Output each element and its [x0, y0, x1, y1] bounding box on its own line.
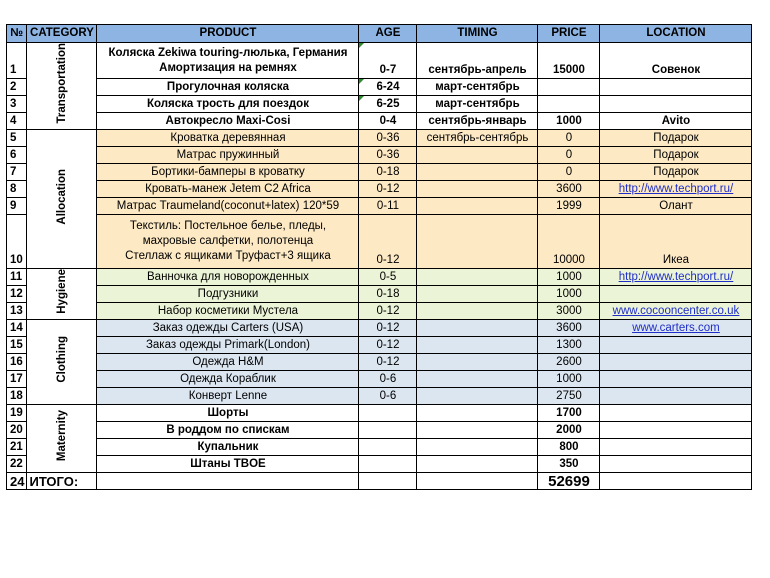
- timing-cell: [417, 337, 538, 354]
- product-line: Одежда H&M: [192, 355, 264, 368]
- location-link[interactable]: [600, 181, 752, 198]
- product-line: махровые салфетки, полотенца: [142, 235, 314, 247]
- timing-cell: сентябрь-январь: [417, 113, 538, 130]
- total-number: 24: [7, 473, 27, 490]
- price-cell: 1300: [538, 337, 600, 354]
- table-row: [7, 96, 752, 113]
- product-cell: [97, 422, 359, 439]
- table-row: [7, 405, 752, 422]
- row-number: 11: [7, 269, 27, 286]
- product-cell: [97, 79, 359, 96]
- product-cell: [97, 303, 359, 320]
- age-cell: [359, 422, 417, 439]
- category-allocation: [27, 130, 97, 269]
- product-cell: [97, 371, 359, 388]
- table-row: [7, 320, 752, 337]
- product-cell: [97, 354, 359, 371]
- table-row: [7, 422, 752, 439]
- table-row: [7, 181, 752, 198]
- table-row: [7, 371, 752, 388]
- row-number: 5: [7, 130, 27, 147]
- age-cell: 0-5: [359, 269, 417, 286]
- product-line: Прогулочная коляска: [166, 80, 289, 93]
- price-cell: 3600: [538, 181, 600, 198]
- product-line: Автокресло Maxi-Cosi: [165, 114, 291, 127]
- header-timing: TIMING: [417, 25, 538, 43]
- table-row: [7, 337, 752, 354]
- age-cell: 6-24: [359, 79, 417, 96]
- row-number: 15: [7, 337, 27, 354]
- price-cell: 1000: [538, 113, 600, 130]
- product-line: Кроватка деревянная: [170, 131, 286, 144]
- price-cell: 10000: [538, 215, 600, 269]
- product-line: Кровать-манеж Jetem C2 Africa: [145, 182, 311, 195]
- total-empty-location: [600, 473, 752, 490]
- product-line: Бортики-бамперы в кроватку: [151, 165, 305, 178]
- timing-cell: [417, 439, 538, 456]
- timing-cell: март-сентябрь: [417, 96, 538, 113]
- total-empty-product: [97, 473, 359, 490]
- timing-cell: [417, 422, 538, 439]
- timing-cell: [417, 181, 538, 198]
- location-link[interactable]: [600, 269, 752, 286]
- table-row: [7, 164, 752, 181]
- price-cell: 15000: [538, 43, 600, 79]
- product-line: Одежда Кораблик: [180, 372, 276, 385]
- age-cell: 0-12: [359, 337, 417, 354]
- price-cell: 0: [538, 130, 600, 147]
- product-line: Заказ одежды Primark(London): [145, 338, 310, 351]
- timing-cell: [417, 198, 538, 215]
- price-cell: 2750: [538, 388, 600, 405]
- age-cell: 0-6: [359, 371, 417, 388]
- comment-marker-icon: [359, 96, 364, 101]
- age-cell: 6-25: [359, 96, 417, 113]
- timing-cell: [417, 286, 538, 303]
- age-cell: [359, 439, 417, 456]
- row-number: 13: [7, 303, 27, 320]
- age-cell: 0-12: [359, 215, 417, 269]
- table-row: [7, 269, 752, 286]
- product-line: Амортизация на ремнях: [159, 61, 297, 74]
- location-cell: [600, 388, 752, 405]
- age-cell: 0-12: [359, 354, 417, 371]
- header-category: CATEGORY: [27, 25, 97, 43]
- product-cell: [97, 215, 359, 269]
- location-link[interactable]: [600, 303, 752, 320]
- table-row: [7, 215, 752, 269]
- row-number: 4: [7, 113, 27, 130]
- price-cell: 1000: [538, 371, 600, 388]
- product-cell: [97, 439, 359, 456]
- timing-cell: март-сентябрь: [417, 79, 538, 96]
- table-row: [7, 456, 752, 473]
- location-url-link[interactable]: www.cocooncenter.co.uk: [612, 305, 740, 317]
- row-number: 21: [7, 439, 27, 456]
- product-cell: [97, 130, 359, 147]
- timing-cell: [417, 147, 538, 164]
- timing-cell: сентябрь-апрель: [417, 43, 538, 79]
- age-cell: 0-12: [359, 303, 417, 320]
- product-line: Подгузники: [197, 287, 259, 300]
- timing-cell: [417, 456, 538, 473]
- row-number: 20: [7, 422, 27, 439]
- table-row: [7, 439, 752, 456]
- location-cell: Подарок: [600, 130, 752, 147]
- price-cell: 1000: [538, 269, 600, 286]
- product-line: Матрас пружинный: [176, 148, 280, 161]
- location-cell: [600, 405, 752, 422]
- product-cell: [97, 147, 359, 164]
- location-cell: Олант: [600, 198, 752, 215]
- total-label: ИТОГО:: [27, 473, 97, 490]
- product-line: Текстиль: Постельное белье, пледы,: [129, 220, 327, 232]
- budget-table: [6, 24, 752, 490]
- product-cell: [97, 405, 359, 422]
- price-cell: 3000: [538, 303, 600, 320]
- product-cell: [97, 164, 359, 181]
- age-cell: 0-36: [359, 147, 417, 164]
- category-label: Hygiene: [55, 269, 68, 314]
- row-number: 16: [7, 354, 27, 371]
- product-line: Ванночка для новорожденных: [147, 270, 309, 283]
- location-cell: [600, 337, 752, 354]
- row-number: 6: [7, 147, 27, 164]
- age-cell: 0-12: [359, 320, 417, 337]
- product-line: Конверт Lenne: [188, 389, 268, 402]
- location-cell: [600, 439, 752, 456]
- product-cell: [97, 181, 359, 198]
- age-cell: 0-4: [359, 113, 417, 130]
- price-cell: 800: [538, 439, 600, 456]
- timing-cell: [417, 269, 538, 286]
- price-cell: 2600: [538, 354, 600, 371]
- product-cell: [97, 388, 359, 405]
- product-line: Штаны TBOE: [190, 457, 266, 470]
- timing-cell: [417, 388, 538, 405]
- row-number: 2: [7, 79, 27, 96]
- table-row: [7, 303, 752, 320]
- product-cell: [97, 286, 359, 303]
- row-number: 18: [7, 388, 27, 405]
- location-cell: Совенок: [600, 43, 752, 79]
- price-cell: 1000: [538, 286, 600, 303]
- row-number: 7: [7, 164, 27, 181]
- table-row: [7, 130, 752, 147]
- total-row: [7, 473, 752, 490]
- location-cell: Подарок: [600, 164, 752, 181]
- location-cell: [600, 456, 752, 473]
- age-cell: [359, 456, 417, 473]
- row-number: 22: [7, 456, 27, 473]
- header-age: AGE: [359, 25, 417, 43]
- product-line: Заказ одежды Carters (USA): [152, 321, 304, 334]
- header-product: PRODUCT: [97, 25, 359, 43]
- product-line: Купальник: [197, 440, 259, 453]
- product-line: Коляска трость для поездок: [146, 97, 309, 110]
- row-number: 3: [7, 96, 27, 113]
- price-cell: 3600: [538, 320, 600, 337]
- timing-cell: [417, 164, 538, 181]
- category-label: Transportation: [55, 43, 68, 124]
- timing-cell: [417, 320, 538, 337]
- row-number: 17: [7, 371, 27, 388]
- location-cell: [600, 96, 752, 113]
- category-hygiene: [27, 269, 97, 320]
- row-number: 14: [7, 320, 27, 337]
- location-cell: Avito: [600, 113, 752, 130]
- category-clothing: [27, 320, 97, 405]
- comment-marker-icon: [359, 79, 364, 84]
- price-cell: 1999: [538, 198, 600, 215]
- row-number: 1: [7, 43, 27, 79]
- product-line: Набор косметики Мустела: [157, 304, 299, 317]
- comment-marker-icon: [359, 43, 364, 48]
- timing-cell: [417, 215, 538, 269]
- row-number: 8: [7, 181, 27, 198]
- location-cell: [600, 286, 752, 303]
- location-cell: [600, 79, 752, 96]
- product-line: Коляска Zekiwa touring-люлька, Германия: [108, 46, 348, 59]
- table-row: [7, 388, 752, 405]
- table-row: [7, 43, 752, 79]
- timing-cell: [417, 354, 538, 371]
- total-price: 52699: [538, 473, 600, 490]
- age-cell: 0-18: [359, 164, 417, 181]
- age-cell: 0-7: [359, 43, 417, 79]
- price-cell: 0: [538, 147, 600, 164]
- age-cell: 0-18: [359, 286, 417, 303]
- location-link[interactable]: [600, 320, 752, 337]
- row-number: 12: [7, 286, 27, 303]
- product-cell: [97, 113, 359, 130]
- price-cell: 0: [538, 164, 600, 181]
- product-line: В роддом по спискам: [166, 423, 290, 436]
- price-cell: [538, 79, 600, 96]
- timing-cell: [417, 371, 538, 388]
- header-price: PRICE: [538, 25, 600, 43]
- product-cell: [97, 43, 359, 79]
- price-cell: 350: [538, 456, 600, 473]
- table-row: [7, 198, 752, 215]
- table-row: [7, 286, 752, 303]
- table-row: [7, 147, 752, 164]
- age-cell: 0-12: [359, 181, 417, 198]
- product-line: Матрас Traumeland(coconut+latex) 120*59: [116, 199, 340, 212]
- age-cell: [359, 405, 417, 422]
- row-number: 10: [7, 215, 27, 269]
- total-empty-age: [359, 473, 417, 490]
- category-label: Clothing: [55, 336, 68, 383]
- product-cell: [97, 96, 359, 113]
- price-cell: [538, 96, 600, 113]
- timing-cell: [417, 303, 538, 320]
- price-cell: 2000: [538, 422, 600, 439]
- product-line: Стеллаж с ящиками Труфаст+3 ящика: [125, 250, 331, 262]
- header-row: [7, 25, 752, 43]
- product-cell: [97, 456, 359, 473]
- location-cell: Икеа: [600, 215, 752, 269]
- category-label: Allocation: [55, 168, 68, 225]
- row-number: 19: [7, 405, 27, 422]
- category-maternity: [27, 405, 97, 473]
- location-cell: [600, 354, 752, 371]
- product-line: Шорты: [207, 406, 249, 419]
- age-cell: 0-11: [359, 198, 417, 215]
- location-cell: [600, 422, 752, 439]
- age-cell: 0-6: [359, 388, 417, 405]
- price-cell: 1700: [538, 405, 600, 422]
- location-url-link[interactable]: www.carters.com: [632, 322, 720, 334]
- total-empty-timing: [417, 473, 538, 490]
- table-row: [7, 79, 752, 96]
- header-location: LOCATION: [600, 25, 752, 43]
- table-row: [7, 354, 752, 371]
- age-cell: 0-36: [359, 130, 417, 147]
- product-cell: [97, 320, 359, 337]
- product-cell: [97, 337, 359, 354]
- category-transportation: [27, 43, 97, 130]
- location-url-link[interactable]: http://www.techport.ru/: [618, 271, 734, 283]
- timing-cell: [417, 405, 538, 422]
- timing-cell: сентябрь-сентябрь: [417, 130, 538, 147]
- location-url-link[interactable]: http://www.techport.ru/: [618, 183, 734, 195]
- location-cell: Подарок: [600, 147, 752, 164]
- category-label: Maternity: [55, 410, 68, 462]
- product-cell: [97, 269, 359, 286]
- row-number: 9: [7, 198, 27, 215]
- table-row: [7, 113, 752, 130]
- header-number: №: [7, 25, 27, 43]
- location-cell: [600, 371, 752, 388]
- product-cell: [97, 198, 359, 215]
